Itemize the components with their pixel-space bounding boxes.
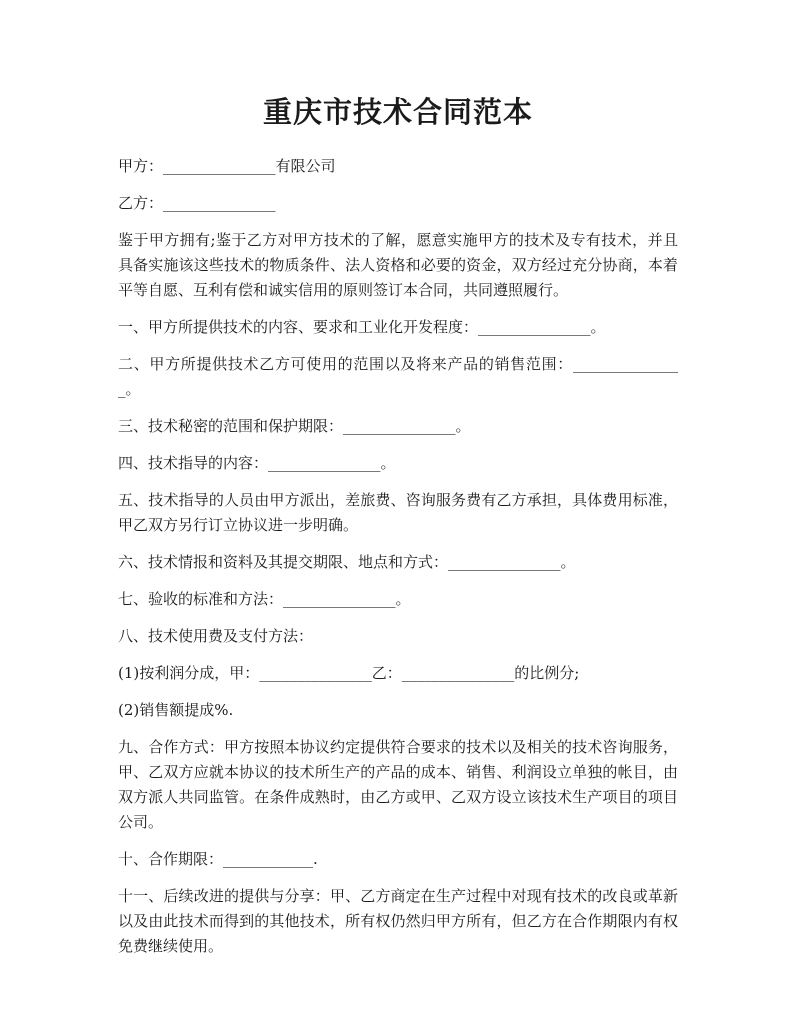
clause-2: 二、甲方所提供技术乙方可使用的范围以及将来产品的销售范围：_______________。 <box>118 355 678 398</box>
clause-5: 五、技术指导的人员由甲方派出，差旅费、咨询服务费有乙方承担，具体费用标准，甲乙双方另行订立协议进一步明确。 <box>118 491 678 534</box>
party-a-line: 甲方：_______________有限公司 <box>118 157 336 175</box>
clause-3: 三、技术秘密的范围和保护期限：_______________。 <box>118 417 471 435</box>
clause-7: 七、验收的标准和方法：_______________。 <box>118 590 411 608</box>
clause-8-item-1: (1)按利润分成，甲：_______________乙：_______________的比例分; <box>118 664 580 682</box>
clause-8-item-2: (2)销售额提成%. <box>118 701 234 719</box>
clause-4: 四、技术指导的内容：_______________。 <box>118 454 396 472</box>
preamble-paragraph: 鉴于甲方拥有;鉴于乙方对甲方技术的了解，愿意实施甲方的技术及专有技术，并且具备实施该这些技术的物质条件、法人资格和必要的资金，双方经过充分协商，本着平等自愿、互利有偿和诚实信用的原则签订本合同，共同遵照履行。 <box>118 231 678 299</box>
document-title: 重庆市技术合同范本 <box>262 95 533 129</box>
clause-6: 六、技术情报和资料及其提交期限、地点和方式：_______________。 <box>118 553 576 571</box>
clause-11: 十一、后续改进的提供与分享：甲、乙方商定在生产过程中对现有技术的改良或革新以及由此技术而得到的其他技术，所有权仍然归甲方所有，但乙方在合作期限内有权免费继续使用。 <box>118 887 678 955</box>
clause-8: 八、技术使用费及支付方法： <box>118 627 314 645</box>
party-b-line: 乙方：_______________ <box>118 194 276 212</box>
clause-10: 十、合作期限：____________. <box>118 850 318 868</box>
clause-9: 九、合作方式：甲方按照本协议约定提供符合要求的技术以及相关的技术咨询服务，甲、乙双方应就本协议的技术所生产的产品的成本、销售、利润设立单独的帐目，由双方派人共同监管。在条件成熟时，由乙方或甲、乙双方设立该技术生产项目的项目公司。 <box>118 738 678 831</box>
clause-1: 一、甲方所提供技术的内容、要求和工业化开发程度：_______________。 <box>118 318 606 336</box>
